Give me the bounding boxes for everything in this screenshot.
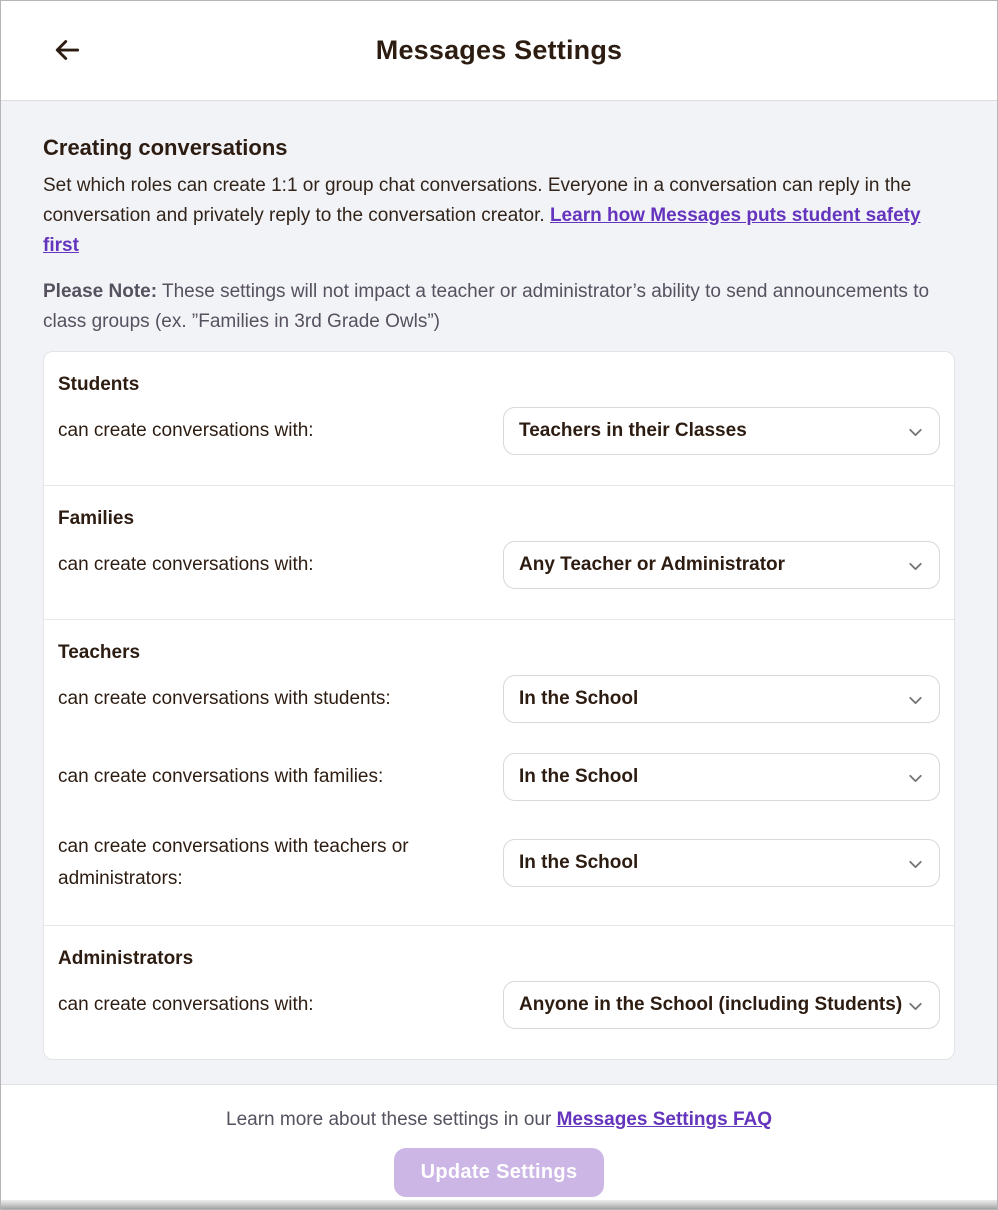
creating-conversations-heading: Creating conversations (43, 135, 288, 160)
setting-row (58, 407, 940, 455)
select-value: In the School (519, 688, 639, 709)
section-students (44, 352, 954, 485)
setting-row (58, 831, 940, 895)
update-settings-button[interactable]: Update Settings (394, 1148, 605, 1197)
setting-label: can create conversations with: (58, 554, 314, 575)
roles-settings-card (43, 351, 955, 1060)
students-create-with-select[interactable] (503, 407, 940, 455)
select-value: Teachers in their Classes (519, 420, 747, 441)
window-bottom-edge (1, 1200, 997, 1209)
administrators-create-with-select[interactable] (503, 981, 940, 1029)
setting-label: can create conversations with: (58, 994, 314, 1015)
arrow-left-icon (51, 35, 83, 68)
teachers-with-teachers-admins-select[interactable] (503, 839, 940, 887)
families-create-with-select[interactable] (503, 541, 940, 589)
footer-text (1, 1109, 997, 1131)
select-value: In the School (519, 766, 639, 787)
setting-label: can create conversations with: (58, 420, 314, 441)
setting-label: can create conversations with students: (58, 688, 391, 709)
header (1, 1, 997, 101)
page-title: Messages Settings (375, 35, 623, 65)
setting-row (58, 753, 940, 801)
teachers-with-students-select[interactable] (503, 675, 940, 723)
setting-label: can create conversations with families: (58, 766, 384, 787)
intro-paragraph (43, 171, 955, 261)
select-value: Anyone in the School (including Students) (519, 994, 903, 1015)
section-teachers (44, 620, 954, 925)
role-heading-teachers: Teachers (58, 642, 141, 663)
settings-body (1, 101, 997, 1085)
footer (1, 1085, 997, 1209)
setting-label: can create conversations with teachers or administrators: (58, 836, 409, 889)
note-label: Please Note: (43, 281, 158, 302)
back-button[interactable] (45, 29, 89, 73)
footer-text-before-link: Learn more about these settings in our (226, 1109, 557, 1130)
setting-row (58, 981, 940, 1029)
role-heading-students: Students (58, 374, 140, 395)
note-text: These settings will not impact a teacher or administrator’s ability to send announcements to class groups (ex. ”Families in 3rd Grade Owls”) (43, 281, 930, 332)
teachers-with-families-select[interactable] (503, 753, 940, 801)
note-paragraph (43, 277, 955, 337)
student-safety-link[interactable]: Learn how Messages puts student safety first (43, 205, 921, 256)
select-value: In the School (519, 852, 639, 873)
section-families (44, 486, 954, 619)
messages-settings-faq-link[interactable]: Messages Settings FAQ (556, 1109, 772, 1130)
select-value: Any Teacher or Administrator (519, 554, 786, 575)
setting-row (58, 541, 940, 589)
role-heading-administrators: Administrators (58, 948, 194, 969)
section-administrators (44, 926, 954, 1059)
intro-text: Set which roles can create 1:1 or group chat conversations. Everyone in a conversation can reply in the conversation and privately reply to the conversation creator. (43, 175, 912, 226)
role-heading-families: Families (58, 508, 135, 529)
setting-row (58, 675, 940, 723)
